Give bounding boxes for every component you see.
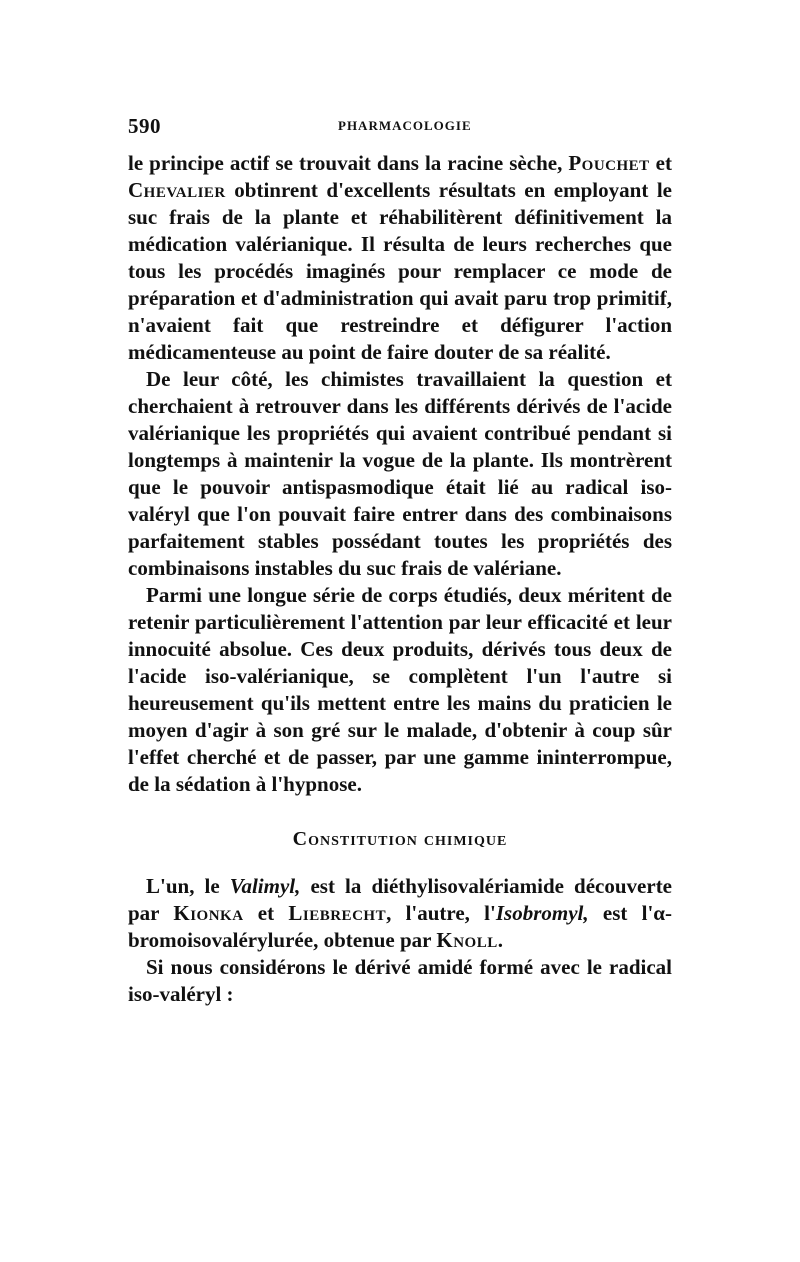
text-segment: est la diéthylisovalériamide découverte par	[128, 874, 673, 925]
text-segment: et	[243, 901, 289, 925]
paragraph-3: Parmi une longue série de corps étudiés, deux méritent de retenir particulièrement l'attention par leur efficacité et leur innocuité absolue. Ces deux produits, dérivés tous deux de l'acide iso-valérianique, se complètent l'un l'autre si heureusement qu'ils mettent entre les mains du praticien le moyen d'agir à son gré sur le malade, d'obtenir à coup sûr l'effet cherché et de passer, par une gamme ininterrompue, de la sédation à l'hypnose.	[128, 583, 672, 796]
paragraph-1	[128, 150, 672, 366]
running-head: PHARMACOLOGIE	[338, 118, 472, 133]
text-segment: , l'autre, l'	[386, 901, 496, 925]
author-name: Chevalier	[128, 178, 226, 202]
paragraph-5: Si nous considérons le dérivé amidé formé avec le radical iso-valéryl :	[128, 955, 672, 1006]
body-text	[128, 150, 672, 1008]
author-name: Knoll	[436, 928, 498, 952]
text-segment: obtinrent d'excellents résultats en employant le suc frais de la plante et réhabilitèrent définitivement la médication valérianique. Il résulta de leurs recherches que tous les procédés imaginés pour remplacer ce mode de préparation et d'administration qui avait paru trop primitif, n'avaient fait que restreindre et défigurer l'action médicamenteuse au point de faire douter de sa réalité.	[128, 178, 672, 364]
paragraph-4	[128, 873, 672, 954]
page-number: 590	[128, 114, 161, 138]
product-name: Valimyl,	[229, 874, 301, 898]
text-segment: et	[649, 151, 672, 175]
product-name: Isobromyl,	[495, 901, 589, 925]
page-header	[128, 114, 672, 138]
text-segment: L'un, le	[146, 874, 230, 898]
author-name: Pouchet	[568, 151, 650, 175]
text-segment: le principe actif se trouvait dans la racine sèche,	[128, 151, 569, 175]
author-name: Kionka	[173, 901, 244, 925]
paragraph-2: De leur côté, les chimistes travaillaient la question et cherchaient à retrouver dans les différents dérivés de l'acide valérianique les propriétés qui avaient contribué pendant si longtemps à maintenir la vogue de la plante. Ils montrèrent que le pouvoir antispasmodique était lié au radical iso-valéryl que l'on pouvait faire entrer dans des combinaisons parfaitement stables possédant toutes les propriétés des combinaisons instables du suc frais de valériane.	[128, 367, 672, 580]
author-name: Liebrecht	[288, 901, 387, 925]
text-segment: est l'α-bromoisovalérylurée, obtenue par	[128, 901, 672, 952]
section-heading: Constitution chimique	[292, 828, 508, 850]
text-segment: .	[497, 928, 503, 952]
